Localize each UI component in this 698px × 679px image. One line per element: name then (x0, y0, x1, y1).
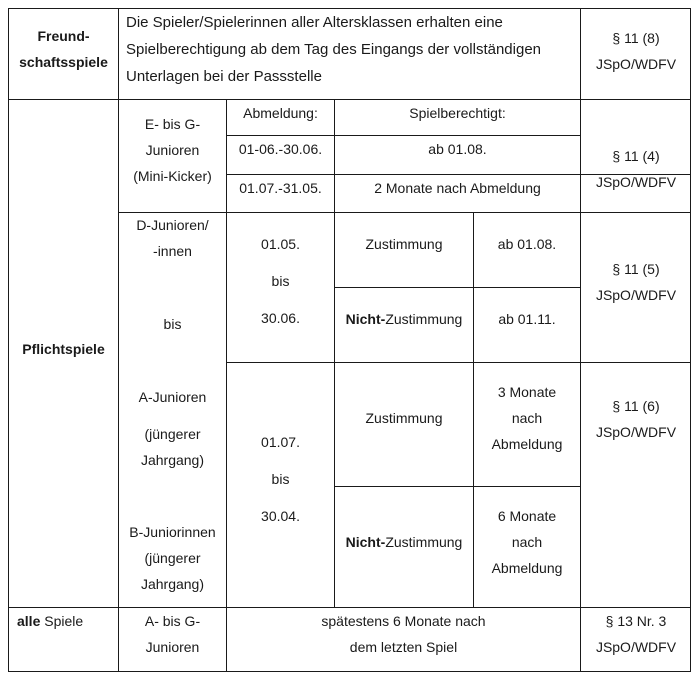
alle-text-line2: dem letzten Spiel (349, 639, 458, 655)
period-b-bis: bis (271, 471, 290, 487)
alle-ref (581, 608, 691, 660)
mini-ref-line1: § 11 (4) (612, 148, 660, 164)
freundschaftsspiele-text-line3: Unterlagen bei der Passstelle (126, 68, 322, 85)
zustimmung-b: Zustimmung (365, 410, 443, 426)
alle-age-line1: A- bis G- (144, 613, 201, 629)
period-a-end: 30.06. (261, 310, 300, 326)
freundschaftsspiele-label-line1: Freund- (37, 28, 90, 44)
older-age-line9: Jahrgang) (140, 576, 205, 592)
mini-ref-line2: JSpO/WDFV (595, 174, 677, 190)
result-b1-line1: 3 Monate (497, 384, 557, 400)
result-b2-line2: nach (511, 534, 543, 550)
period-b-start: 01.07. (261, 434, 300, 450)
result-a1: ab 01.08. (497, 236, 557, 252)
nicht-zustimmung-a (335, 306, 473, 332)
older-age-line1: D-Junioren/ (136, 217, 209, 233)
older-age-line2: -innen (153, 243, 192, 259)
mini-age-group (119, 111, 226, 189)
freundschaftsspiele-label-line2: schaftsspiele (19, 54, 108, 70)
mini-result-1: ab 01.08. (428, 141, 487, 157)
result-b2-line1: 6 Monate (497, 508, 557, 524)
freundschaftsspiele-ref-line2: JSpO/WDFV (595, 56, 677, 72)
mini-age-line2: Junioren (145, 142, 200, 158)
freundschaftsspiele-ref-line1: § 11 (8) (612, 30, 660, 46)
mini-ref (581, 143, 691, 195)
mini-age-line3: (Mini-Kicker) (133, 168, 212, 184)
alle-bold: alle (17, 613, 41, 629)
result-b1-line2: nach (511, 410, 543, 426)
period-b-end: 30.04. (261, 508, 300, 524)
nicht-prefix-b: Nicht- (345, 534, 386, 550)
freundschaftsspiele-text-line2: Spielberechtigung ab dem Tag des Eingangs der vollständigen (126, 41, 542, 58)
result-b1 (474, 379, 580, 457)
freundschaftsspiele-label (9, 23, 118, 75)
ref-b-line2: JSpO/WDFV (595, 424, 677, 440)
ref-a (581, 256, 691, 308)
older-age-line3: bis (163, 316, 182, 332)
mini-result-2: 2 Monate nach Abmeldung (374, 180, 541, 196)
nicht-suffix-b: Zustimmung (385, 534, 463, 550)
zustimmung-a: Zustimmung (365, 236, 443, 252)
period-a-bis: bis (271, 273, 290, 289)
result-b2-line3: Abmeldung (491, 560, 563, 576)
older-age-line7: B-Juniorinnen (129, 524, 216, 540)
alle-rest: Spiele (40, 613, 84, 629)
alle-text-line1: spätestens 6 Monate nach (321, 613, 486, 629)
alle-age-line2: Junioren (145, 639, 200, 655)
mini-period-2: 01.07.-31.05. (239, 180, 322, 196)
mini-period-1: 01-06.-30.06. (238, 141, 323, 157)
period-b (227, 424, 334, 535)
older-age-line8: (jüngerer (144, 550, 201, 566)
nicht-zustimmung-b (335, 529, 473, 555)
freundschaftsspiele-text (126, 9, 541, 90)
ref-b-line1: § 11 (6) (612, 398, 660, 414)
result-a2: ab 01.11. (498, 311, 556, 327)
alle-ref-line1: § 13 Nr. 3 (605, 613, 667, 629)
period-a-start: 01.05. (261, 236, 300, 252)
ref-a-line1: § 11 (5) (612, 261, 660, 277)
alle-text (227, 608, 580, 660)
nicht-suffix-a: Zustimmung (385, 311, 463, 327)
alle-age-group (119, 608, 226, 660)
ref-a-line2: JSpO/WDFV (595, 287, 677, 303)
freundschaftsspiele-text-line1: Die Spieler/Spielerinnen aller Altersklassen erhalten eine (126, 14, 503, 31)
alle-spiele-label (17, 608, 83, 634)
nicht-prefix-a: Nicht- (345, 311, 386, 327)
older-age-line5: (jüngerer (144, 426, 201, 442)
pflichtspiele-label: Pflichtspiele (22, 341, 105, 357)
freundschaftsspiele-ref (581, 25, 691, 77)
mini-age-line1: E- bis G- (144, 116, 201, 132)
result-b2 (474, 503, 580, 581)
spielberechtigt-header: Spielberechtigt: (409, 105, 506, 121)
result-b1-line3: Abmeldung (491, 436, 563, 452)
ref-b (581, 393, 691, 445)
alle-ref-line2: JSpO/WDFV (595, 639, 677, 655)
period-a (227, 226, 334, 337)
older-age-line6: Jahrgang) (140, 452, 205, 468)
older-age-line4: A-Junioren (138, 389, 207, 405)
abmeldung-header: Abmeldung: (243, 105, 318, 121)
